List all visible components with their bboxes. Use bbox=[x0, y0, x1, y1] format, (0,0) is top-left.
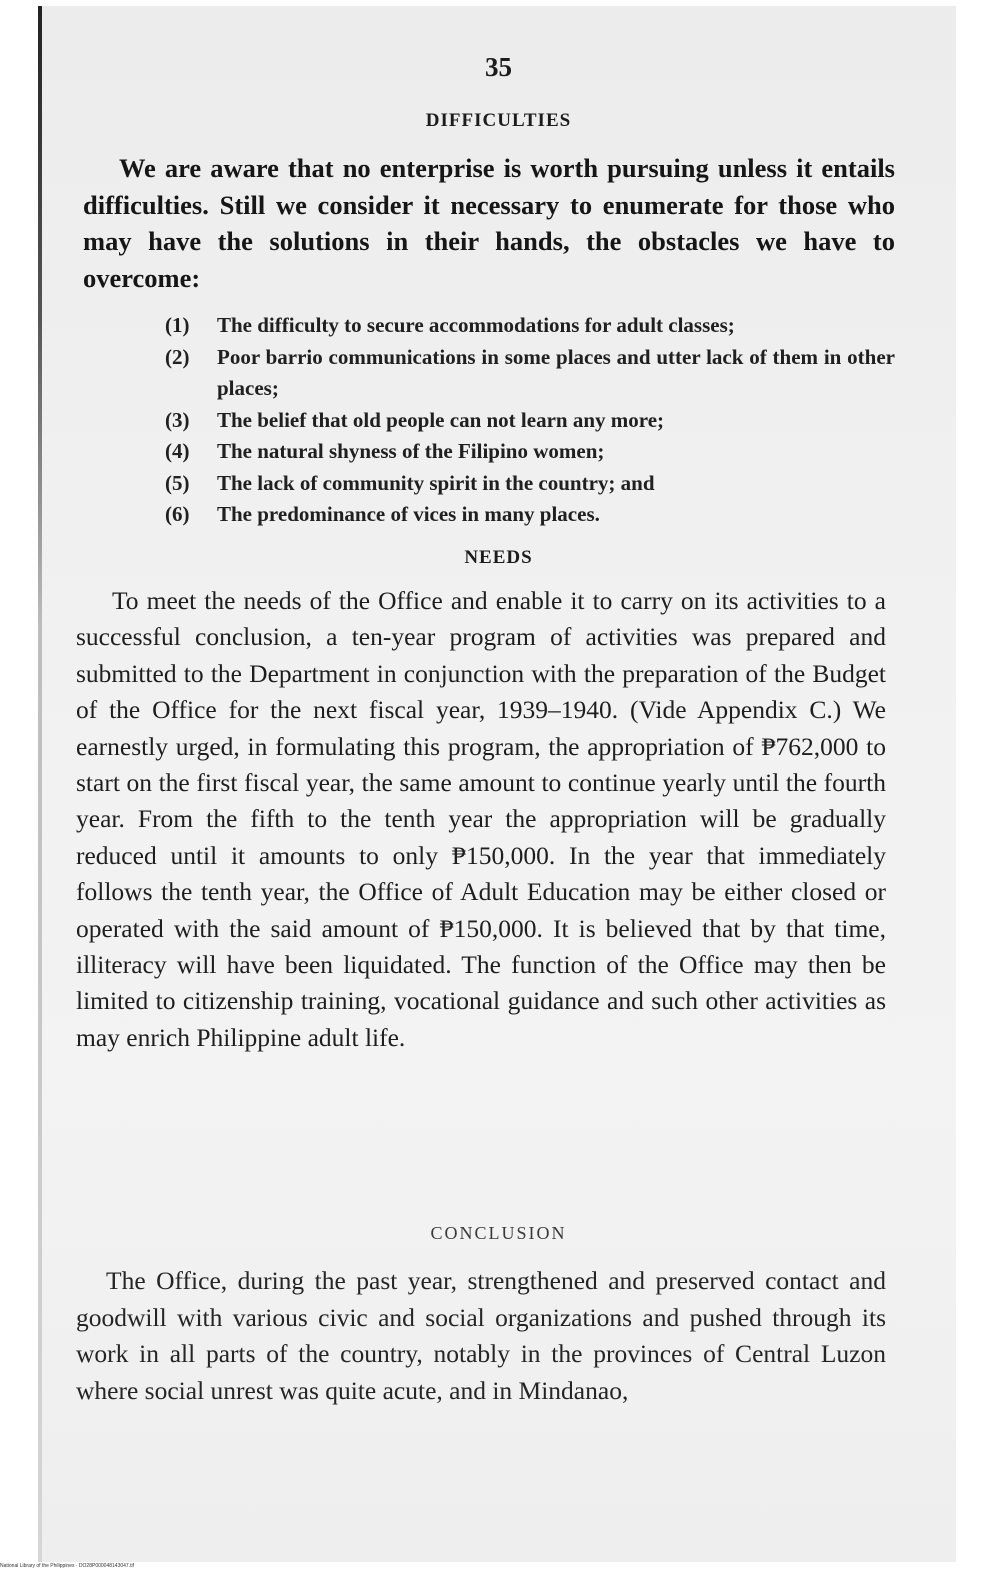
list-item bbox=[165, 468, 895, 500]
difficulties-list bbox=[165, 310, 895, 531]
list-item-number: (4) bbox=[165, 439, 190, 463]
list-item bbox=[165, 436, 895, 468]
list-item bbox=[165, 405, 895, 437]
list-item-text: The belief that old people can not learn any more; bbox=[217, 407, 665, 432]
heading-needs: NEEDS bbox=[464, 547, 533, 568]
paragraph-conclusion: The Office, during the past year, strengthened and preserved contact and goodwill with various civic and social organizations and pushed through its work in all parts of the country, notably in the provinces of Central Luzon where social unrest was quite acute, and in Mindanao, bbox=[76, 1266, 886, 1405]
list-item-text: The lack of community spirit in the country; and bbox=[217, 470, 655, 495]
paragraph-needs: To meet the needs of the Office and enable it to carry on its activities to a successful conclusion, a ten-year program of activities was prepared and submitted to the Department in conjunction with the preparation of the Budget of the Office for the next fiscal year, 1939–1940. (Vide Appendix C.) We earnestly urged, in formulating this program, the appropriation of ₱762,000 to start on the first fiscal year, the same amount to continue yearly until the fourth year. From the fifth to the tenth year the appropriation will be gradually reduced until it amounts to only ₱150,000. In the year that immediately follows the tenth year, the Office of Adult Education may be either closed or operated with the said amount of ₱150,000. It is believed that by that time, illiteracy will have been liquidated. The function of the Office may then be limited to citizenship training, vocational guidance and such other activities as may enrich Philippine adult life. bbox=[76, 586, 886, 1052]
list-item-text: The difficulty to secure accommodations for adult classes; bbox=[217, 313, 735, 337]
page-number: 35 bbox=[485, 52, 512, 82]
archive-footer-note: National Library of the Philippines · DO28P000048143047.tif bbox=[0, 1563, 134, 1569]
list-item-number: (2) bbox=[165, 344, 190, 369]
list-item-text: The natural shyness of the Filipino women; bbox=[217, 439, 605, 463]
list-item bbox=[165, 499, 895, 531]
list-item bbox=[165, 342, 895, 405]
paragraph-difficulties: We are aware that no enterprise is worth pursuing unless it entails difficulties. Still we consider it necessary to enumerate for those who may have the solutions in their hands, the obstacles we have to overcome: bbox=[83, 153, 895, 293]
page-left-edge-shadow bbox=[38, 6, 42, 1562]
list-item-text: The predominance of vices in many places. bbox=[217, 502, 600, 526]
list-item-number: (1) bbox=[165, 313, 190, 337]
list-item-text: Poor barrio communications in some places and utter lack of them in other places; bbox=[217, 344, 895, 400]
list-item-number: (5) bbox=[165, 470, 190, 495]
list-item-number: (6) bbox=[165, 502, 190, 526]
heading-conclusion: CONCLUSION bbox=[430, 1223, 567, 1243]
list-item-number: (3) bbox=[165, 407, 190, 432]
heading-difficulties: DIFFICULTIES bbox=[425, 110, 572, 131]
list-item bbox=[165, 310, 895, 342]
